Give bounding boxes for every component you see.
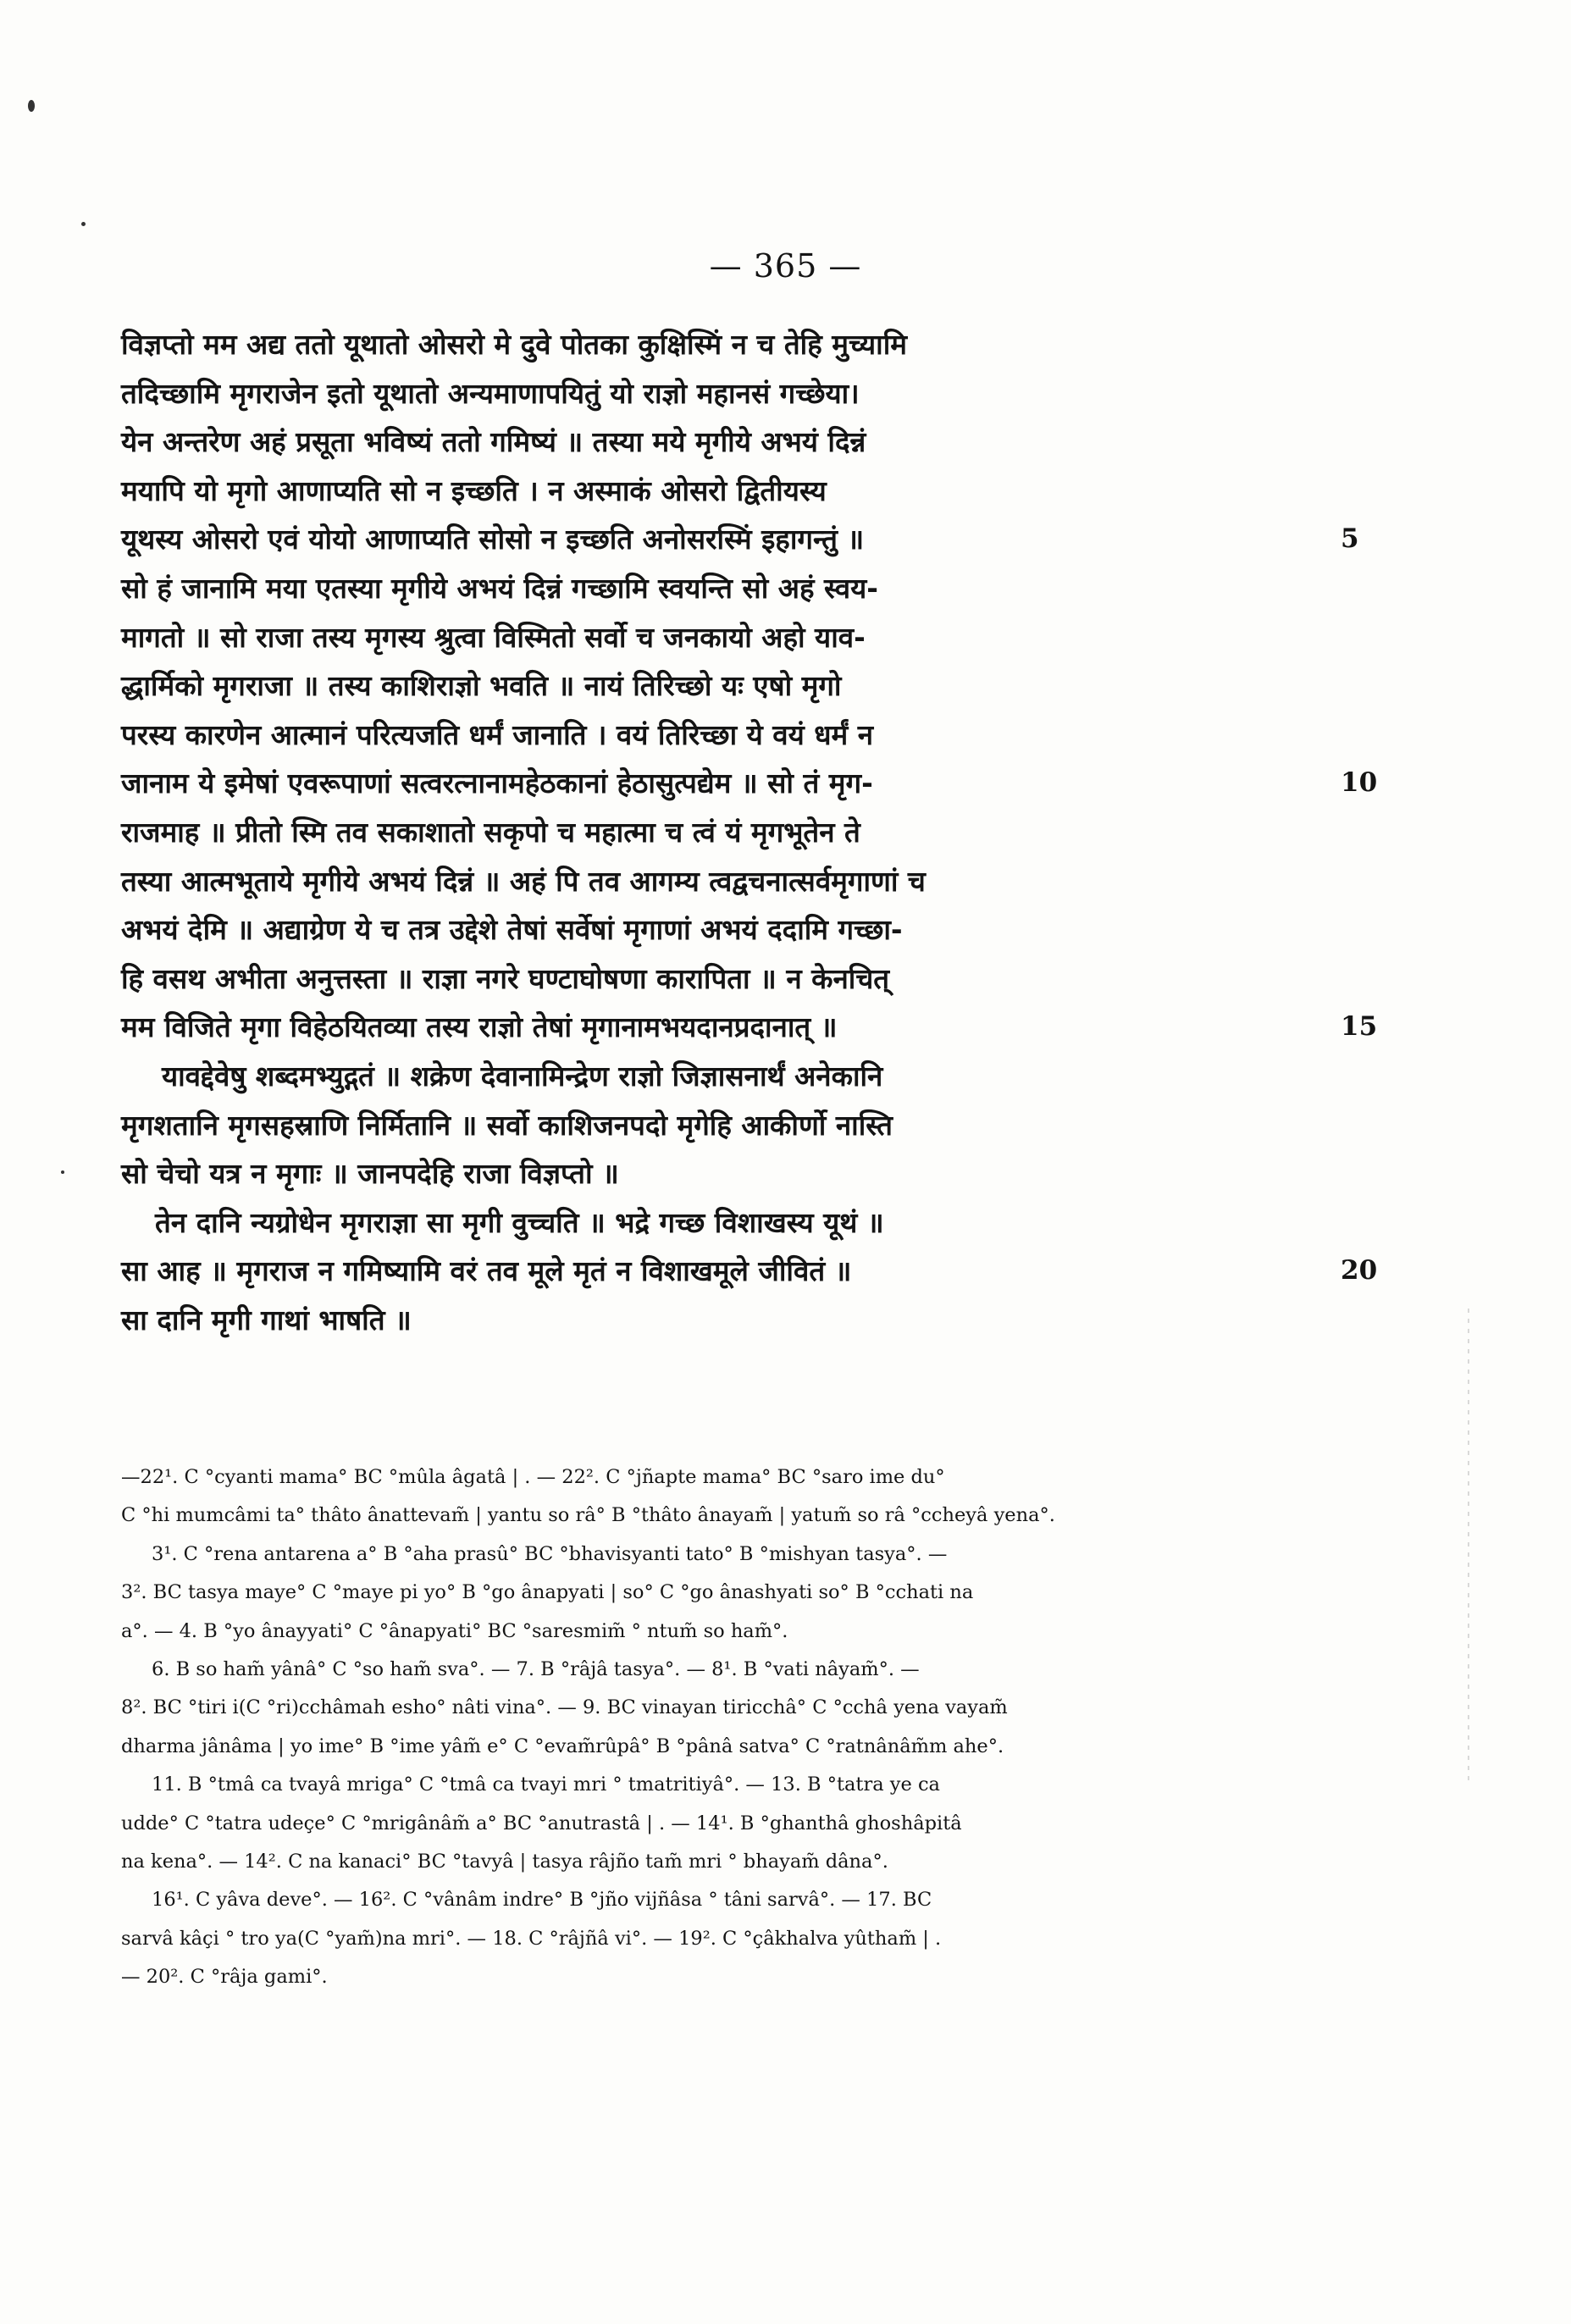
line-number: 10 [1341, 767, 1378, 799]
line-text: सा दानि मृगी गाथां भाषति ॥ [121, 1303, 412, 1336]
sanskrit-text-block [121, 320, 1378, 1344]
footnote-line: udde° C °tatra udeçe° C °mrigânâm̃ a° BC °anutrastâ | . — 14¹. B °ghanthâ ghoshâpitâ [121, 1812, 962, 1834]
footnote-line: —22¹. C °cyanti mama° BC °mûla âgatâ | . — 22². C °jñapte mama° BC °saro ime du° [121, 1466, 945, 1488]
footnote-line: 16¹. C yâva deve°. — 16². C °vânâm indre° B °jño vijñâsa ° tâni sarvâ°. — 17. BC [152, 1889, 932, 1912]
text-line [121, 418, 1231, 467]
line-text: सो चेचो यत्र न मृगाः ॥ जानपदेहि राजा विज्ञप्तो ॥ [121, 1157, 619, 1191]
page-number: — 365 — [709, 247, 862, 285]
line-text: मृगशतानि मृगसहस्राणि निर्मितानि ॥ सर्वो काशिजनपदो मृगेहि आकीर्णो नास्ति [121, 1108, 893, 1142]
line-text: मम विजिते मृगा विहेठयितव्या तस्य राज्ञो तेषां मृगानामभयदानप्रदानात् ॥ [121, 1010, 838, 1044]
line-text: जानाम ये इमेषां एवरूपाणां सत्वरत्नानामहेठकानां हेठासुत्पद्येम ॥ सो तं मृग- [121, 766, 873, 800]
text-line [121, 369, 1231, 418]
line-text: सो हं जानामि मया एतस्या मृगीये अभयं दिन्नं गच्छामि स्वयन्ति सो अहं स्वय- [121, 571, 878, 605]
footnote-line: a°. — 4. B °yo ânayyati° C °ânapyati° BC °saresmim̃ ° ntum̃ so ham̃°. [121, 1619, 788, 1642]
line-number: 20 [1341, 1255, 1378, 1286]
line-text: राजमाह ॥ प्रीतो स्मि तव सकाशातो सकृपो च महात्मा च त्वं यं मृगभूतेन ते [121, 815, 860, 849]
line-text: तेन दानि न्यग्रोधेन मृगराज्ञा सा मृगी वुच्चति ॥ भद्रे गच्छ विशाखस्य यूथं ॥ [155, 1205, 884, 1239]
footnote-line: na kena°. — 14². C na kanaci° BC °tavyâ | tasya râjño tam̃ mri ° bhayam̃ dâna°. [121, 1850, 888, 1873]
text-line [121, 1052, 1231, 1101]
line-text: सा आह ॥ मृगराज न गमिष्यामि वरं तव मूले मृतं न विशाखमूले जीवितं ॥ [121, 1254, 852, 1288]
line-number: 5 [1341, 523, 1359, 555]
text-line [121, 564, 1231, 613]
footnote-line: C °hi mumcâmi ta° thâto ânattevam̃ | yantu so râ° B °thâto ânayam̃ | yatum̃ so râ °ccheyâ yena°. [121, 1504, 1055, 1527]
ink-speck [81, 222, 86, 226]
text-line [121, 1296, 1231, 1345]
line-text: विज्ञप्तो मम अद्य ततो यूथातो ओसरो मे दुवे पोतका कुक्षिस्मिं न च तेहि मुच्यामि [121, 328, 907, 361]
ink-speck [61, 1170, 64, 1174]
text-line [121, 808, 1231, 857]
line-text: मयापि यो मृगो आणाप्यति सो न इच्छति । न अस्माकं ओसरो द्वितीयस्य [121, 473, 827, 507]
line-text: द्धार्मिको मृगराजा ॥ तस्य काशिराज्ञो भवति ॥ नायं तिरिच्छो यः एषो मृगो [121, 669, 842, 703]
footnote-line: 6. B so ham̃ yânâ° C °so ham̃ sva°. — 7. B °râjâ tasya°. — 8¹. B °vati nâyam̃°. — [152, 1657, 920, 1680]
line-text: परस्य कारणेन आत्मानं परित्यजति धर्मं जानाति । वयं तिरिच्छा ये वयं धर्मं न [121, 717, 874, 751]
text-line [121, 613, 1231, 662]
text-line [121, 905, 1231, 955]
line-text: मागतो ॥ सो राजा तस्य मृगस्य श्रुत्वा विस्मितो सर्वो च जनकायो अहो याव- [121, 620, 866, 654]
text-line [121, 711, 1231, 760]
text-line [121, 515, 1359, 564]
footnote-line: — 20². C °râja gami°. [121, 1966, 328, 1989]
ink-speck [28, 100, 35, 112]
text-line [121, 320, 1231, 369]
margin-rule-mark [1468, 1309, 1469, 1783]
line-text: यावद्देवेषु शब्दमभ्युद्गतं ॥ शक्रेण देवानामिन्द्रेण राज्ञो जिज्ञासनार्थं अनेकानि [162, 1059, 883, 1093]
footnote-line: sarvâ kâçi ° tro ya(C °yam̃)na mri°. — 18. C °râjñâ vi°. — 19². C °çâkhalva yûtham̃ | . [121, 1927, 942, 1950]
text-line [121, 1198, 1231, 1248]
text-line [121, 857, 1231, 906]
text-line [121, 467, 1231, 516]
footnote-line: 3¹. C °rena antarena a° B °aha prasû° BC °bhavisyanti tato° B °mishyan tasya°. — [152, 1542, 948, 1565]
text-line [121, 1003, 1378, 1052]
text-line [121, 1149, 1231, 1198]
text-line [121, 1247, 1378, 1296]
line-text: तदिच्छामि मृगराजेन इतो यूथातो अन्यमाणापयितुं यो राज्ञो महानसं गच्छेया। [121, 376, 860, 410]
text-line [121, 759, 1378, 808]
line-text: तस्या आत्मभूताये मृगीये अभयं दिन्नं ॥ अहं पि तव आगम्य त्वद्वचनात्सर्वमृगाणां च [121, 864, 926, 898]
footnote-line: 11. B °tmâ ca tvayâ mriga° C °tmâ ca tvayi mri ° tmatritiyâ°. — 13. B °tatra ye ca [152, 1773, 940, 1796]
footnotes-block [121, 1458, 1239, 1996]
footnote-line: dharma jânâma | yo ime° B °ime yâm̃ e° C °evam̃rûpâ° B °pânâ satva° C °ratnânâm̃m ahe°. [121, 1735, 1004, 1757]
line-text: यूथस्य ओसरो एवं योयो आणाप्यति सोसो न इच्छति अनोसरस्मिं इहागन्तुं ॥ [121, 523, 865, 556]
footnote-line: 3². BC tasya maye° C °maye pi yo° B °go ânapyati | so° C °go ânashyati so° B °cchati na [121, 1581, 974, 1604]
footnote-line: 8². BC °tiri i(C °ri)cchâmah esho° nâti vina°. — 9. BC vinayan tiricchâ° C °cchâ yena vayam̃ [121, 1696, 1008, 1719]
line-number: 15 [1341, 1011, 1378, 1043]
line-text: अभयं देमि ॥ अद्याग्रेण ये च तत्र उद्देशे तेषां सर्वेषां मृगाणां अभयं ददामि गच्छा- [121, 913, 903, 947]
text-line [121, 955, 1231, 1004]
text-line [121, 661, 1231, 711]
line-text: हि वसथ अभीता अनुत्तस्ता ॥ राज्ञा नगरे घण्टाघोषणा कारापिता ॥ न केनचित् [121, 961, 890, 995]
text-line [121, 1101, 1231, 1150]
line-text: येन अन्तरेण अहं प्रसूता भविष्यं ततो गमिष्यं ॥ तस्या मये मृगीये अभयं दिन्नं [121, 425, 866, 459]
